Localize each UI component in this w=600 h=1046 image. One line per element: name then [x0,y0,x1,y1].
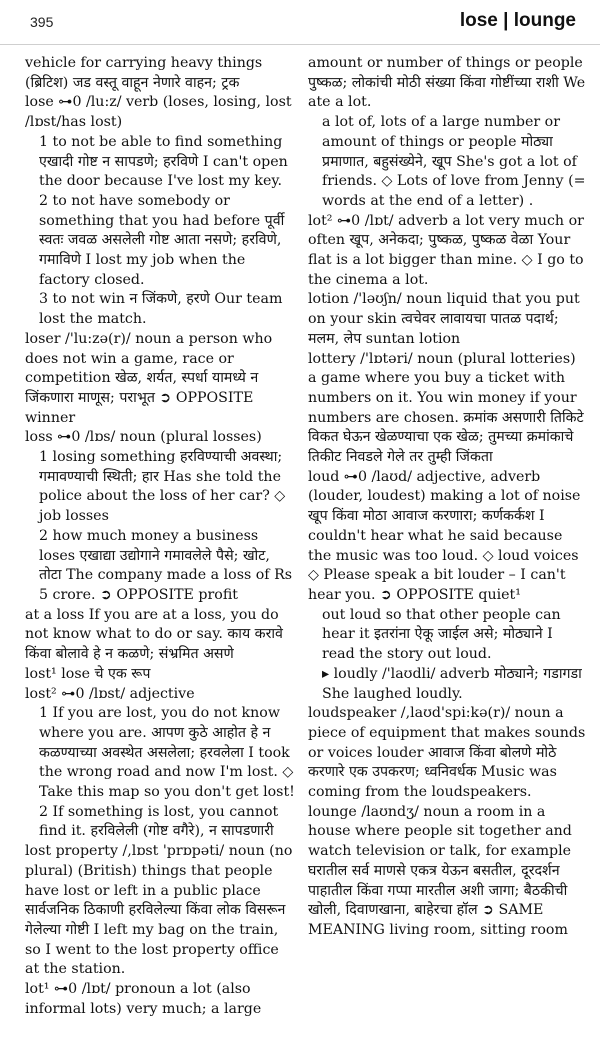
lost-sense-2: 2 If something is lost, you cannot find it. हरविलेली (गोष्ट वगैरे), न सापडणारी [39,803,279,840]
entry-lose: lose ⊶0 /lu:z/ verb (loses, losing, lost /lɒst/has lost) [25,94,292,131]
entry-lottery: lottery /'lɒtəri/ noun (plural lotteries) a game where you buy a ticket with numbers on it. You win money if your numbers are chosen. क्रमांक असणारी तिकिटे विकत घेऊन खेळण्याचा एक खेळ; तुमच्या क्रमांकाचे तिकीट निवडले गेले तर तुम्ही जिंकता [308,350,584,466]
entry-lot-2: lot² ⊶0 /lɒt/ adverb a lot very much or often खूप, अनेकदा; पुष्कळ, पुष्कळ वेळा Your flat is a lot bigger than mine. ◇ I go to the cinema a lot. [308,212,584,288]
entry-continuation: vehicle for carrying heavy things (ब्रिटिश) जड वस्तू वाहून नेणारे वाहन; ट्रक [25,55,263,91]
entry-loss: loss ⊶0 /lɒs/ noun (plural losses) [25,429,262,446]
phrase-a-lot-of: a lot of, lots of a large number or amount of things or people मोठ्या प्रमाणात, बहुसंख्येने, खूप She's got a lot of friends. ◇ Lots of love from Jenny (= words at the end of a letter) . [322,114,586,209]
phrase-out-loud: out loud so that other people can hear it इतरांना ऐकू जाईल असे; मोठ्याने I read the story out loud. [322,606,561,663]
lose-sense-3: 3 to not win न जिंकणे, हरणे Our team lost the match. [39,291,283,328]
loss-sense-2: 2 how much money a business loses एखाद्या उद्योगाने गमावलेले पैसे; खोट, तोटा The company made a loss of Rs 5 crore. ➲ OPPOSITE profit [39,527,293,603]
guide-words: lose | lounge [459,10,576,31]
entry-loudly: ▸ loudly /'laʊdli/ adverb मोठ्याने; गडागडा She laughed loudly. [322,665,582,702]
loss-sense-1: 1 losing something हरविण्याची अवस्था; गमावण्याची स्थिती; हार Has she told the police about the loss of her car? ◇ job losses [39,449,286,525]
entry-lounge: lounge /laʊndʒ/ noun a room in a house where people sit together and watch television or talk, for example घरातील सर्व माणसे एकत्र येऊन बसतील, दूरदर्शन पाहातील किंवा गप्पा मारतील अशी जागा; बैठकीची खोली, दिवाणखाना, बाहेरचा हॉल ➲ SAME MEANING living room, sitting room [308,803,572,938]
page-header [0,0,600,45]
lost-sense-1: 1 If you are lost, you do not know where you are. आपण कुठे आहोत हे न कळण्याच्या अवस्थेत असलेला; हरवलेला I took the wrong road and now I'm lost. ◇ Take this map so you don't get lost! [39,705,295,801]
phrase-at-a-loss: at a loss If you are at a loss, you do not know what to do or say. काय करावे किंवा बोलावे हे न कळणे; संभ्रमित असणे [25,606,283,663]
entry-loud: loud ⊶0 /laʊd/ adjective, adverb (louder, loudest) making a lot of noise खूप किंवा मोठा आवाज करणारा; कर्णकर्कश I couldn't hear what he said because the music was too loud. ◇ loud voices ◇ Please speak a bit louder – I can't hear you. ➲ OPPOSITE quiet¹ [308,468,581,603]
entry-lost-1: lost¹ lose चे एक रूप [25,665,151,682]
entry-loser: loser /'lu:zə(r)/ noun a person who does not win a game, race or competition खेळ, शर्यत, स्पर्धा यामध्ये न जिंकणारा माणूस; पराभूत ➲ OPPOSITE winner [25,330,273,426]
entry-lotion: lotion /'ləʊʃn/ noun liquid that you put on your skin त्वचेवर लावायचा पातळ पदार्थ; मलम, लेप suntan lotion [308,291,580,347]
entry-lot-1: lot¹ ⊶0 /lɒt/ pronoun a lot (also informal lots) very much; a large [25,981,262,1017]
entry-loudspeaker: loudspeaker /,laʊd'spi:kə(r)/ noun a piece of equipment that makes sounds or voices louder आवाज किंवा बोलणे मोठे करणारे एक उपकरण; ध्वनिवर्धक Music was coming from the loudspeakers. [308,705,586,801]
lose-sense-1: 1 to not be able to find something एखादी गोष्ट न सापडणे; हरविणे I can't open the door because I've lost my key. [39,133,288,190]
entry-lost-property: lost property /,lɒst 'prɒpəti/ noun (no plural) (British) things that people have lost or left in a public place सार्वजनिक ठिकाणी हरविलेल्या किंवा लोक विसरून गेलेल्या गोष्टी I left my bag on the train, so I went to the lost property office at the station. [25,843,293,978]
right-column [308,54,586,941]
lot-1-continuation: amount or number of things or people पुष्कळ; लोकांची मोठी संख्या किंवा गोष्टींच्या राशी We ate a lot. [308,55,586,111]
entry-lost-2: lost² ⊶0 /lɒst/ adjective [25,685,195,702]
left-column [25,54,295,1019]
lose-sense-2: 2 to not have somebody or something that you had before पूर्वी स्वतः जवळ असलेली गोष्ट आता नसणे; हरविणे, गमाविणे I lost my job when the factory closed. [39,192,285,288]
page-number: 395 [30,14,54,30]
